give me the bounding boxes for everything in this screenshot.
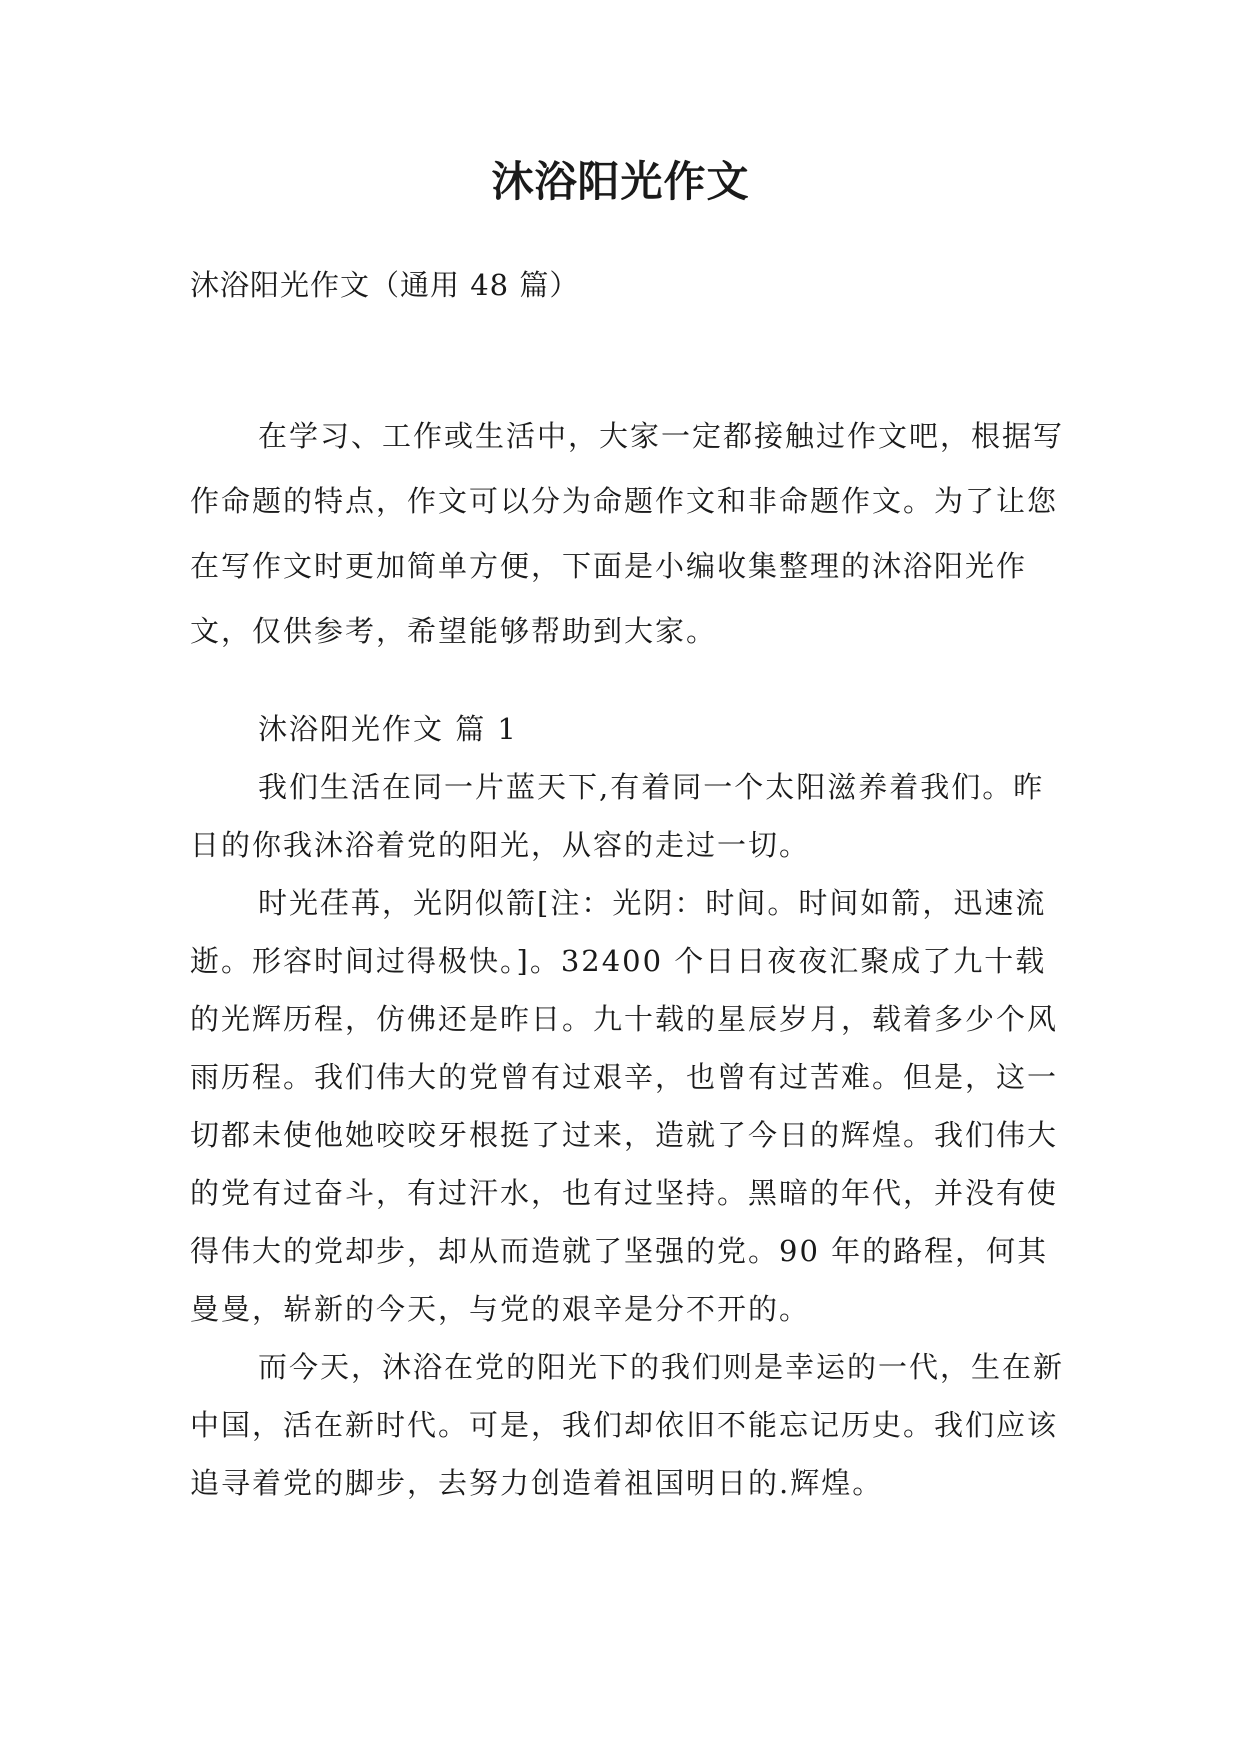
- document-title: 沐浴阳光作文: [491, 157, 750, 206]
- document-subtitle: 沐浴阳光作文（通用 48 篇）: [190, 268, 580, 302]
- body-paragraph: 我们生活在同一片蓝天下,有着同一个太阳滋养着我们。昨日的你我沐浴着党的阳光，从容的走过一切。: [190, 770, 1045, 862]
- body-paragraph: 而今天，沐浴在党的阳光下的我们则是幸运的一代，生在新中国，活在新时代。可是，我们却依旧不能忘记历史。我们应该追寻着党的脚步，去努力创造着祖国明日的.辉煌。: [190, 1350, 1065, 1500]
- body-paragraph: 时光荏苒，光阴似箭[注：光阴：时间。时间如箭，迅速流逝。形容时间过得极快。]。32400 个日日夜夜汇聚成了九十载的光辉历程，仿佛还是昨日。九十载的星辰岁月，载着多少个风雨历程。我们伟大的党曾有过艰辛，也曾有过苦难。但是，这一切都未使他她咬咬牙根挺了过来，造就了今日的辉煌。我们伟大的党有过奋斗，有过汗水，也有过坚持。黑暗的年代，并没有使得伟大的党却步，却从而造就了坚强的党。90 年的路程，何其曼曼，崭新的今天，与党的艰辛是分不开的。: [190, 886, 1059, 1326]
- section-heading: 沐浴阳光作文 篇 1: [258, 712, 518, 746]
- intro-paragraph: 在学习、工作或生活中，大家一定都接触过作文吧，根据写作命题的特点，作文可以分为命题作文和非命题作文。为了让您在写作文时更加简单方便，下面是小编收集整理的沐浴阳光作文，仅供参考，希望能够帮助到大家。: [190, 419, 1065, 648]
- article-body: [190, 700, 1070, 1512]
